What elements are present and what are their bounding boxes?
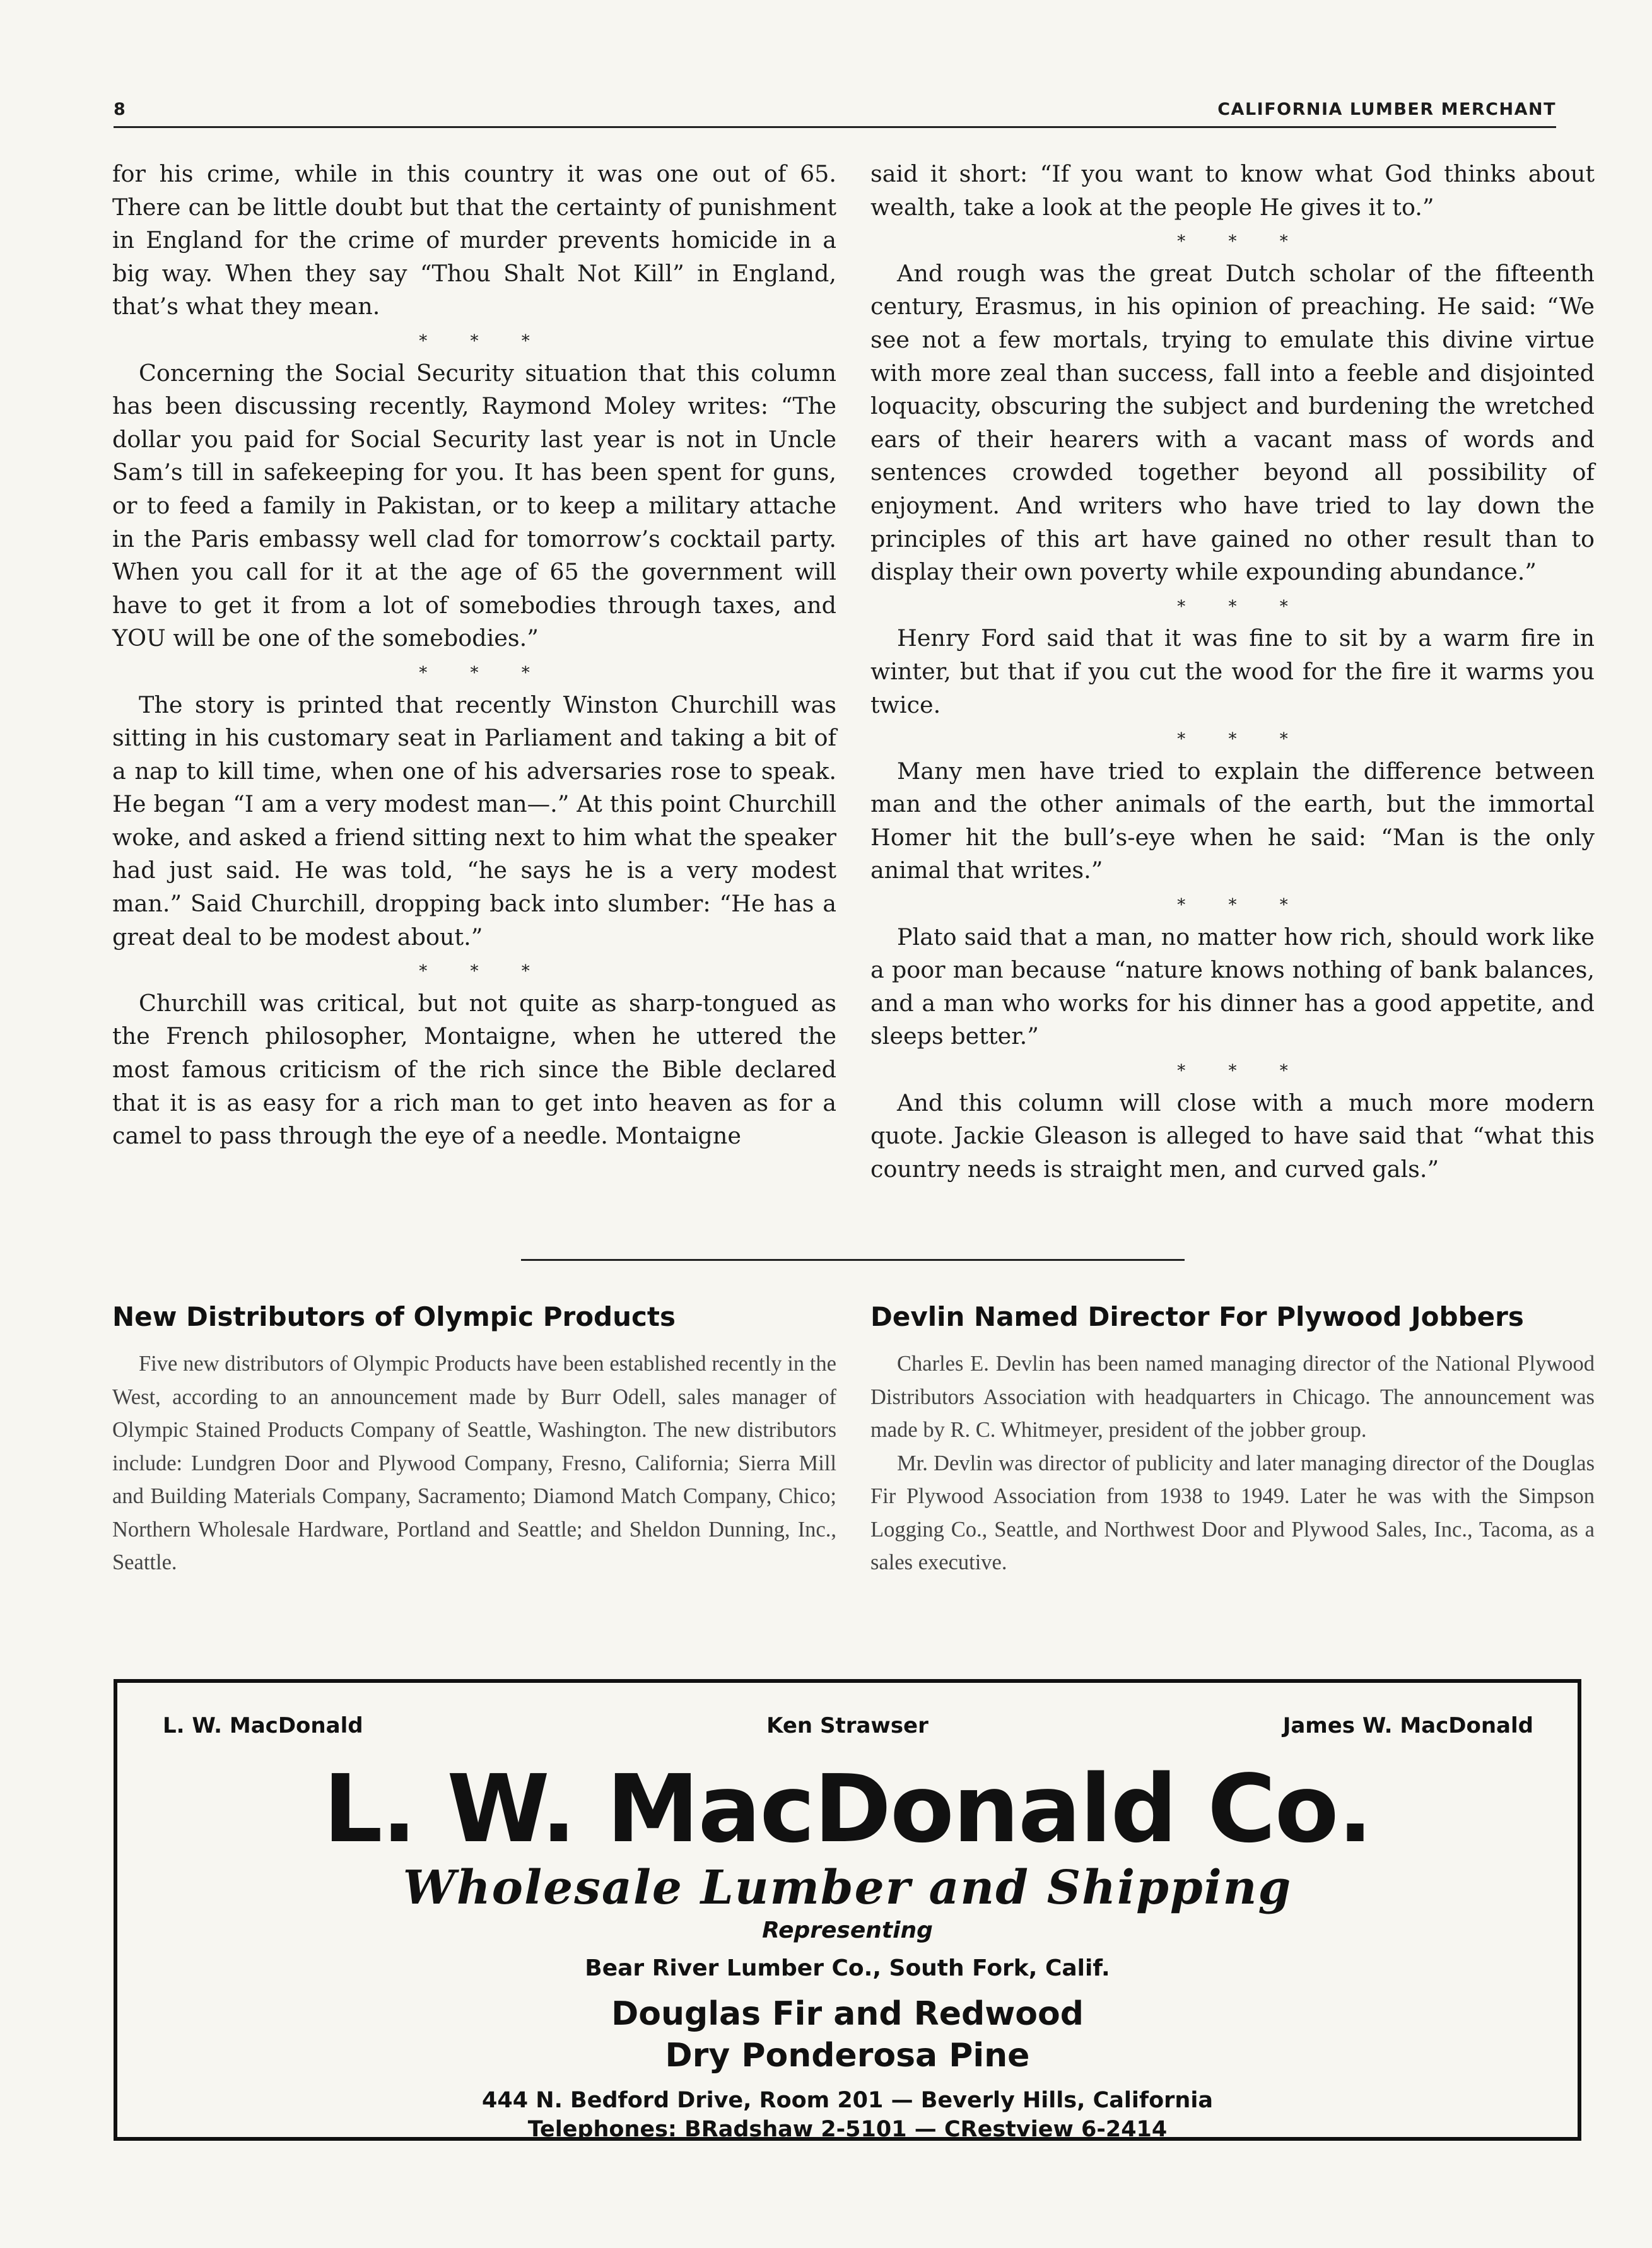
paragraph: And rough was the great Dutch scholar of the fifteenth century, Erasmus, in his opinion of preaching. He said: “We see not a few mortals, trying to emulate this divine virtue with more zeal than success, fall into a feeble and disjointed loquacity, obscuring the subject and burdening the wretched ears of their hearers with a vacant mass of words and sentences crowded together beyond all possibility of enjoyment. And writers who have tried to lay down the principles of this art have gained no other result than to display their own poverty while expounding abundance.” [870, 259, 1595, 586]
ad-product: Douglas Fir and Redwood [611, 1995, 1084, 2033]
paragraph: Many men have tried to explain the difference between man and the other animals of the earth, but the immortal Homer hit the bull’s-eye when he said: “Man is the only animal that writes.” [870, 757, 1595, 884]
column-left [112, 158, 836, 1153]
paragraph: for his crime, while in this country it was one out of 65. There can be little doubt but that the certainty of punishment in England for the crime of murder prevents homicide in a big way. When they say “Thou Shalt Not Kill” in England, that’s what they mean. [112, 160, 836, 320]
ad-product: Dry Ponderosa Pine [665, 2037, 1030, 2075]
macdonald-advertisement [114, 1679, 1581, 2141]
section-stars: * * * [1177, 597, 1307, 616]
paragraph: Concerning the Social Security situation that this column has been discussing recently, Raymond Moley writes: “The dollar you paid for Social Security last year is not in Uncle Sam’s till in safekeeping for you. It has been spent for guns, or to feed a family in Pakistan, or to keep a military attache in the Paris embassy well clad for tomorrow’s cocktail party. When you call for it at the age of 65 the government will have to get it from a lot of somebodies through taxes, and YOU will be one of the somebodies.” [112, 359, 836, 652]
news-body: Five new distributors of Olympic Products have been established recently in the West, according to an announcement made by Burr Odell, sales manager of Olympic Stained Products Company of Seattle, Washington. The new distributors include: Lundgren Door and Plywood Company, Fresno, California; Sierra Mill and Building Materials Company, Sacramento; Diamond Match Company, Chico; Northern Wholesale Hardware, Portland and Seattle; and Sheldon Dunning, Inc., Seattle. [112, 1352, 836, 1574]
paragraph: Plato said that a man, no matter how rich, should work like a poor man because “nature knows nothing of bank balances, and a man who works for his dinner has a good appetite, and sleeps better.” [870, 923, 1595, 1050]
paragraph: And this column will close with a much more modern quote. Jackie Gleason is alleged to have said that “what this country needs is straight men, and curved gals.” [870, 1089, 1595, 1183]
section-divider [521, 1259, 1185, 1261]
ad-telephones: Telephones: BRadshaw 2-5101 — CRestview 6-2414 [527, 2117, 1168, 2142]
section-stars: * * * [1177, 232, 1307, 252]
column-right [870, 158, 1595, 1186]
ad-tagline: Wholesale Lumber and Shipping [402, 1861, 1292, 1915]
ad-address: 444 N. Bedford Drive, Room 201 — Beverly Hills, California [482, 2088, 1213, 2113]
news-headline: New Distributors of Olympic Products [112, 1301, 676, 1332]
ad-name-center: Ken Strawser [766, 1713, 929, 1738]
ad-represented-firm: Bear River Lumber Co., South Fork, Calif. [585, 1955, 1110, 1981]
section-stars: * * * [419, 663, 549, 682]
news-body: Mr. Devlin was director of publicity and later managing director of the Douglas Fir Plywood Association from 1938 to 1949. Later he was with the Simpson Logging Co., Seattle, and Northwest Door and Plywood Sales, Inc., Tacoma, as a sales executive. [870, 1451, 1595, 1574]
news-item-devlin [870, 1301, 1595, 1579]
section-stars: * * * [1177, 730, 1307, 749]
news-headline: Devlin Named Director For Plywood Jobbers [870, 1301, 1524, 1332]
section-stars: * * * [419, 962, 549, 981]
ad-representing: Representing [762, 1917, 933, 1943]
ad-name-left: L. W. MacDonald [163, 1713, 363, 1738]
paragraph: Henry Ford said that it was fine to sit by a warm fire in winter, but that if you cut the wood for the fire it warms you twice. [870, 624, 1595, 718]
news-item-olympic [112, 1301, 836, 1579]
paragraph: said it short: “If you want to know what God thinks about wealth, take a look at the people He gives it to.” [870, 160, 1595, 221]
running-head: CALIFORNIA LUMBER MERCHANT [1217, 100, 1556, 119]
ad-name-right: James W. MacDonald [1282, 1713, 1533, 1738]
section-stars: * * * [419, 331, 549, 351]
news-body: Charles E. Devlin has been named managing director of the National Plywood Distributors Association with headquarters in Chicago. The announcement was made by R. C. Whitmeyer, president of the jobber group. [870, 1352, 1595, 1442]
paragraph: The story is printed that recently Winston Churchill was sitting in his customary seat in Parliament and taking a bit of a nap to kill time, when one of his adversaries rose to speak. He began “I am a very modest man—.” At this point Churchill woke, and asked a friend sitting next to him what the speaker had just said. He was told, “he says he is a very modest man.” Said Churchill, dropping back into slumber: “He has a great deal to be modest about.” [112, 691, 836, 951]
paragraph: Churchill was critical, but not quite as sharp-tongued as the French philosopher, Montaigne, when he uttered the most famous criticism of the rich since the Bible declared that it is as easy for a rich man to get into heaven as for a camel to pass through the eye of a needle. Montaigne [112, 989, 836, 1150]
page-number: 8 [114, 100, 126, 119]
section-stars: * * * [1177, 896, 1307, 915]
header-rule [114, 126, 1556, 128]
ad-company-name: L. W. MacDonald Co. [323, 1755, 1372, 1863]
section-stars: * * * [1177, 1062, 1307, 1081]
